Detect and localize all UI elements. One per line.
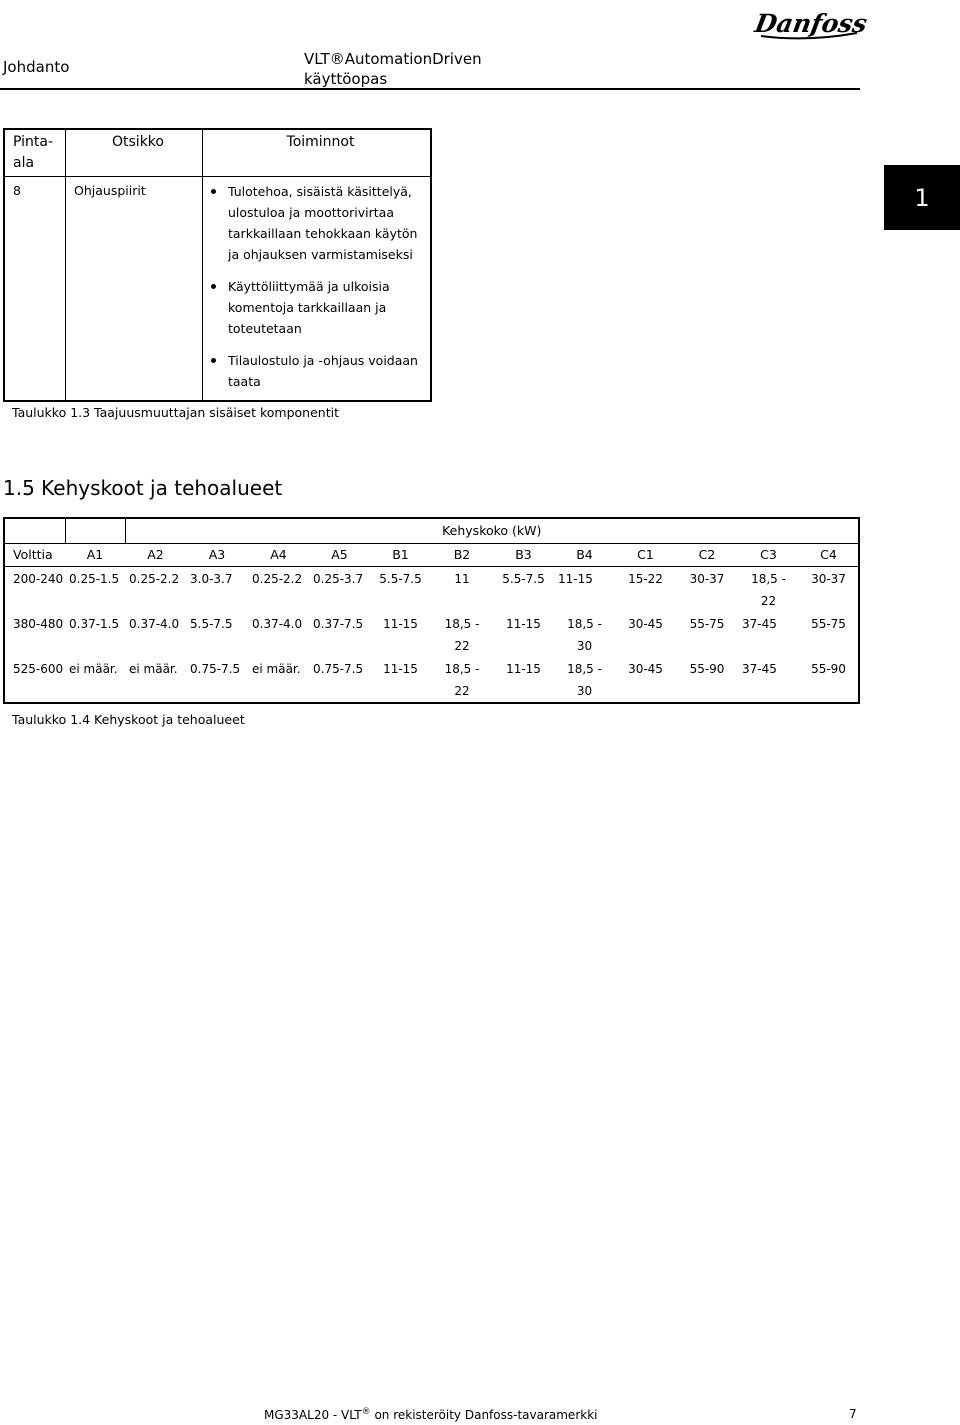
col-header-a3: A3 (186, 544, 248, 567)
cell-value: 0.25-2.2 (129, 572, 180, 586)
cell-value: 0.25-3.7 (313, 572, 364, 586)
col-header-area-line2: ala (13, 155, 35, 171)
cell-title: Ohjauspiirit (66, 177, 203, 402)
page-number: 7 (849, 1407, 857, 1421)
cell-voltage: 525-600 (13, 662, 64, 676)
cell-value: 0.75-7.5 (190, 662, 241, 676)
cell-value: ei määr. (129, 662, 178, 676)
cell-value: 55-90 (689, 662, 725, 676)
cell-value: 0.37-4.0 (252, 617, 303, 631)
table2-column-header-row (4, 544, 859, 567)
cell-value: 55-90 (811, 662, 846, 676)
cell-value: 3.0-3.7 (190, 572, 233, 586)
cell-value: 18,5 - 22 (444, 662, 480, 698)
cell-value: 11-15 (383, 662, 418, 676)
table2-caption: Taulukko 1.4 Kehyskoot ja tehoalueet (12, 712, 245, 727)
col-header-b2: B2 (431, 544, 493, 567)
cell-value: ei määr. (69, 662, 118, 676)
footer-text-before: MG33AL20 - VLT (264, 1408, 362, 1422)
col-header-c3: C3 (738, 544, 799, 567)
cell-value: 55-75 (811, 617, 846, 631)
cell-value: 15-22 (628, 572, 663, 586)
cell-value: 0.25-1.5 (69, 572, 120, 586)
col-header-area-line1: Pinta- (13, 134, 54, 150)
col-header-functions: Toiminnot (203, 129, 432, 177)
table-row (4, 657, 859, 703)
list-item: Tilaulostulo ja -ohjaus voidaan taata (211, 350, 430, 392)
group-header-empty-0 (4, 518, 65, 544)
cell-value: 37-45 (742, 617, 777, 631)
cell-value: 18,5 - 30 (567, 662, 602, 698)
header-rule (0, 88, 860, 90)
col-header-a4: A4 (248, 544, 309, 567)
col-header-c1: C1 (615, 544, 676, 567)
frame-size-table (3, 517, 860, 704)
cell-functions (203, 177, 432, 402)
functions-list (211, 181, 430, 392)
cell-value: 11 (454, 572, 470, 586)
header-document-title (304, 49, 482, 89)
col-header-title: Otsikko (66, 129, 203, 177)
components-table-header (4, 129, 431, 177)
cell-value: 18,5 - 22 (444, 617, 480, 653)
header-title-line1: VLT®AutomationDriven (304, 50, 482, 68)
cell-voltage: 380-480 (13, 617, 64, 631)
header-title-line2: käyttöopas (304, 70, 388, 88)
col-header-voltage: Volttia (4, 544, 65, 567)
table-row (4, 567, 859, 613)
cell-value: 55-75 (689, 617, 725, 631)
col-header-area (4, 129, 66, 177)
cell-value: 0.37-4.0 (129, 617, 180, 631)
col-header-a5: A5 (309, 544, 370, 567)
table1-caption: Taulukko 1.3 Taajuusmuuttajan sisäiset komponentit (12, 405, 339, 420)
cell-value: 18,5 - 30 (567, 617, 602, 653)
col-header-b1: B1 (370, 544, 431, 567)
cell-value: 30-45 (628, 662, 663, 676)
cell-value: 11-15 (558, 572, 593, 586)
list-item: Tulotehoa, sisäistä käsittelyä, ulostuloa ja moottorivirtaa tarkkaillaan tehokkaan käytön ja ohjauksen varmistamiseksi (211, 181, 430, 265)
table2-body (4, 567, 859, 704)
cell-voltage: 200-240 (13, 572, 64, 586)
table2-group-header-row (4, 518, 859, 544)
cell-value: 18,5 - 22 (751, 572, 786, 608)
table-row (4, 177, 431, 402)
footer-text (264, 1407, 597, 1422)
cell-value: 30-37 (811, 572, 846, 586)
cell-value: 0.37-7.5 (313, 617, 364, 631)
cell-value: 37-45 (742, 662, 777, 676)
cell-value: 0.37-1.5 (69, 617, 120, 631)
cell-value: 11-15 (383, 617, 418, 631)
cell-value: 11-15 (506, 617, 541, 631)
col-header-c4: C4 (799, 544, 859, 567)
col-header-a2: A2 (125, 544, 186, 567)
footer-text-after: on rekisteröity Danfoss-tavaramerkki (370, 1408, 598, 1422)
cell-value: 5.5-7.5 (379, 572, 422, 586)
logo-text: Danfoss (752, 8, 870, 38)
cell-value: 0.75-7.5 (313, 662, 364, 676)
components-table (3, 128, 432, 402)
chapter-tab: 1 (884, 165, 960, 230)
group-header-empty-1 (65, 518, 125, 544)
danfoss-logo (752, 2, 870, 42)
header-section-title: Johdanto (3, 58, 70, 76)
cell-value: ei määr. (252, 662, 301, 676)
col-header-a1: A1 (65, 544, 125, 567)
group-header-frame-size: Kehyskoko (kW) (442, 523, 542, 538)
cell-value: 0.25-2.2 (252, 572, 303, 586)
list-item: Käyttöliittymää ja ulkoisia komentoja tarkkaillaan ja toteutetaan (211, 276, 430, 339)
cell-area: 8 (4, 177, 66, 402)
col-header-c2: C2 (676, 544, 738, 567)
cell-value: 30-45 (628, 617, 663, 631)
cell-value: 11-15 (506, 662, 541, 676)
col-header-b3: B3 (493, 544, 554, 567)
footer-reg-mark: ® (361, 1407, 371, 1417)
cell-value: 30-37 (689, 572, 725, 586)
table-row (4, 612, 859, 657)
cell-value: 5.5-7.5 (502, 572, 545, 586)
cell-value: 5.5-7.5 (190, 617, 233, 631)
col-header-b4: B4 (554, 544, 615, 567)
section-heading: 1.5 Kehyskoot ja tehoalueet (3, 476, 283, 500)
